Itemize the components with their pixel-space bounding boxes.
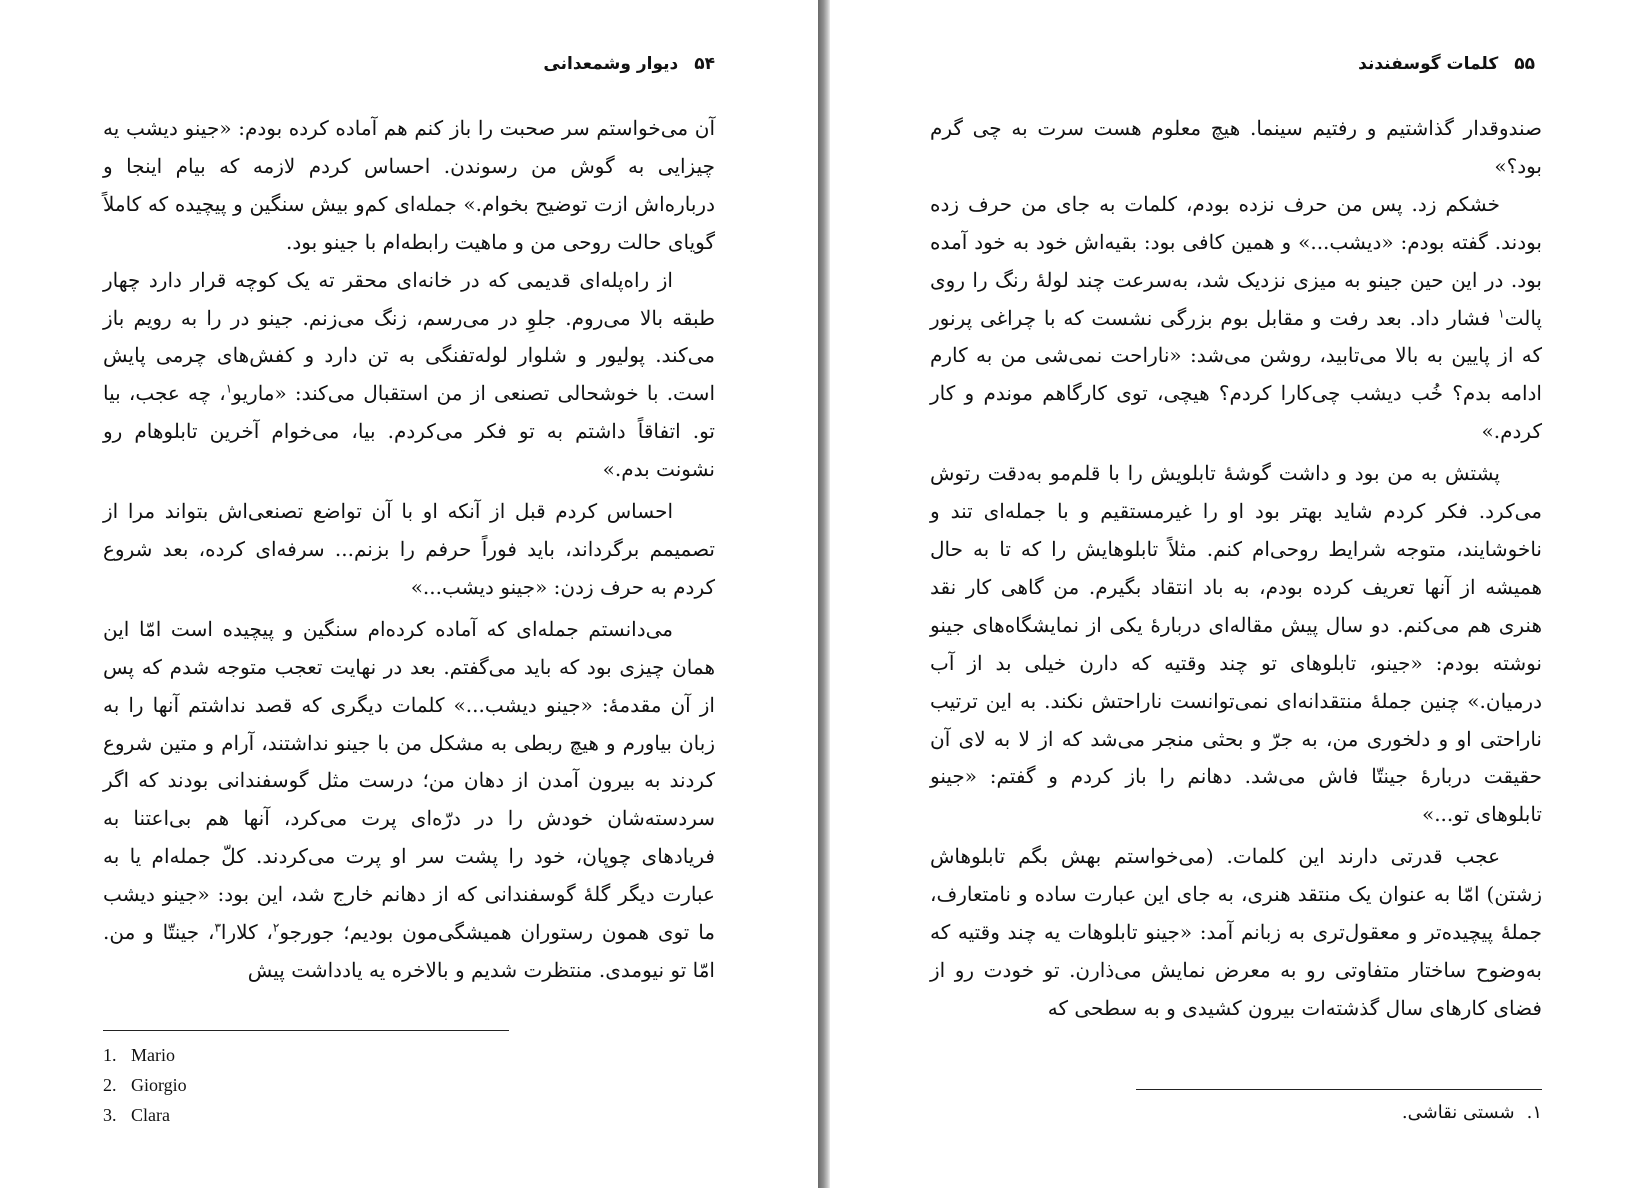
paragraph: آن می‌خواستم سر صحبت را باز کنم هم آماده کرده بودم: «جینو دیشب یه چیزایی به گوش من رسوندن. احساس کردم لازمه که بیام اینجا و درباره‌اش ازت توضیح بخوام.» جمله‌ای کم‌و بیش سنگین و پیچیده که کاملاً گویای حالت روحی من و ماهیت رابطه‌ام با جینو بود. (103, 116, 715, 254)
paragraph: صندوقدار گذاشتیم و رفتیم سینما. هیچ معلوم هست سرت به چی گرم بود؟» (930, 116, 1542, 178)
paragraph-text: ، جینتّا و من. امّا تو نیومدی. منتظرت شدیم و بالاخره یه یادداشت پیش (103, 920, 715, 982)
left-page (0, 0, 818, 1188)
footnote-text: Clara (131, 1105, 170, 1125)
right-page-body (930, 110, 1542, 1028)
paragraph-text: ، کلارا (220, 920, 273, 945)
footnote-text: شستی نقاشی. (1401, 1102, 1515, 1123)
footnote-ref: ۲ (272, 920, 280, 935)
footnote-ref: ۱ (225, 381, 233, 396)
paragraph (930, 186, 1542, 451)
right-page-number: ۵۵ (1514, 54, 1535, 74)
right-page (830, 0, 1647, 1188)
footnote-ref: ۱ (1498, 305, 1505, 320)
footnote-ref: ۳ (214, 920, 221, 935)
footnote-text: Giorgio (131, 1075, 187, 1095)
footnote-item (103, 1100, 187, 1130)
footnote-item (103, 1040, 187, 1070)
left-page-number: ۵۴ (694, 54, 715, 74)
footnote-item (103, 1070, 187, 1100)
paragraph (103, 611, 715, 990)
footnote-number: 2. (103, 1075, 117, 1095)
footnote-number: 3. (103, 1105, 117, 1125)
paragraph (103, 262, 715, 489)
book-spine (818, 0, 830, 1188)
footnote-text: Mario (131, 1045, 175, 1065)
left-footnotes (103, 1040, 187, 1130)
paragraph: عجب قدرتی دارند این کلمات. (می‌خواستم بهش بگم تابلوهاش زشتن) امّا به عنوان یک منتقد هنری، به جای این عبارت ساده و نامتعارف، جملهٔ پیچیده‌تر و معقول‌تری به زبانم آمد: «جینو تابلوهات یه چند وقتیه که به‌وضوح ساختار متفاوتی رو به معرض نمایش می‌ذارن. تو خودت رو از فضای کارهای سال گذشته‌ات بیرون کشیدی و به سطحی که (930, 844, 1542, 1020)
left-page-running-title: دیوار وشمعدانی (543, 54, 679, 74)
right-footnotes (1402, 1098, 1542, 1128)
footnote-divider (1136, 1089, 1542, 1090)
left-page-body (103, 110, 715, 990)
paragraph-text: می‌دانستم جمله‌ای که آماده کرده‌ام سنگین و پیچیده است امّا این همان چیزی بود که باید می‌گفتم. بعد در نهایت تعجب متوجه شدم که پس از آن مقدمهٔ: «جینو دیشب...» کلمات دیگری که قصد نداشتم آنها را به زبان بیاورم و هیچ ربطی به مشکل من با جینو نداشتند، آرام و متین شروع کردند به بیرون آمدن از دهان من؛ درست مثل گوسفندانی بودند که اگر سردسته‌شان خودش را در درّه‌ای پرت می‌کرد، آنها هم بی‌اعتنا به فریادهای چوپان، خود را پشت سر او پرت می‌کردند. کلّ جمله‌ام یا به عبارت دیگر گلهٔ گوسفندانی که از دهانم خارج شد، این بود: «جینو دیشب ما توی همون رستوران همیشگی‌مون بودیم؛ جورجو (103, 616, 716, 945)
paragraph: پشتش به من بود و داشت گوشهٔ تابلویش را با قلم‌مو به‌دقت رتوش می‌کرد. فکر کردم شاید بهتر بود او را غیرمستقیم و با جمله‌ای تند و ناخوشایند، متوجه شرایط روحی‌ام کنم. مثلاً تابلوهایش را که تا به حال همیشه از آنها تعریف کرده بودم، به باد انتقاد بگیرم. من گاهی کار نقد هنری هم می‌کنم. دو سال پیش مقاله‌ای دربارهٔ یکی از نمایشگاه‌های جینو نوشته بودم: «جینو، تابلوهای تو چند وقتیه که دارن خیلی بد از آب درمیان.» چنین جملهٔ منتقدانه‌ای نمی‌توانست ناراحتش نکند. به این ترتیب ناراحتی او و دلخوری من، به جرّ و بحثی منجر می‌شد که از لا به لای آن حقیقت دربارهٔ جینتّا فاش می‌شد. دهانم را باز کردم و گفتم: «جینو تابلوهای تو...» (930, 461, 1542, 827)
footnote-number: ۱. (1526, 1102, 1542, 1123)
paragraph-text: ، چه عجب، بیا تو. اتفاقاً داشتم به تو فکر می‌کردم. بیا، می‌خوام آخرین تابلوهام رو نشونت بدم.» (103, 381, 715, 482)
paragraph-text: خشکم زد. پس من حرف نزده بودم، کلمات به جای من حرف زده بودند. گفته بودم: «دیشب...» و همین کافی بود: بقیه‌اش خود به خود آمده بود. در این حین جینو به میزی نزدیک شد، به‌سرعت چند لولهٔ رنگ را روی پالت (930, 191, 1542, 330)
paragraph-text: از راه‌پله‌ای قدیمی که در خانه‌ای محقر ته یک کوچه قرار دارد چهار طبقه بالا می‌روم. جلوِ در می‌رسم، زنگ می‌زنم. جینو در را به رویم باز می‌کند. پولیور و شلوار لوله‌تفنگی به تن دارد و کفش‌های چرمی پایش است. با خوشحالی تصنعی از من استقبال می‌کند: «ماریو (103, 267, 715, 406)
left-page-header (543, 54, 715, 74)
footnote-number: 1. (103, 1045, 117, 1065)
right-page-header (1358, 54, 1535, 74)
paragraph-text: فشار داد. بعد رفت و مقابل بوم بزرگی نشست که با چراغی پرنور که از پایین به بالا می‌تابید، روشن می‌شد: «ناراحت نمی‌شی من به کارم ادامه بدم؟ خُب دیشب چی‌کارا کردم؟ هیچی، توی کارگاهم موندم و کار کردم.» (930, 305, 1542, 444)
footnote-divider (103, 1030, 509, 1031)
paragraph: احساس کردم قبل از آنکه او با آن تواضع تصنعی‌اش بتواند مرا از تصمیمم برگرداند، باید فوراً حرفم را بزنم... سرفه‌ای کرده، بعد شروع کردم به حرف زدن: «جینو دیشب...» (103, 499, 715, 599)
right-page-running-title: کلمات گوسفندند (1358, 54, 1499, 74)
